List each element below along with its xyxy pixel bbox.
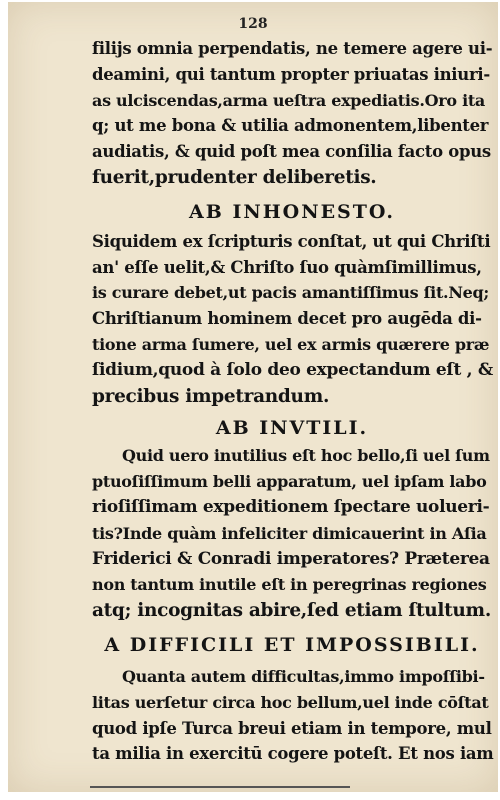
text-line: filijs omnia perpendatis, ne temere agere ui- [92,39,493,58]
text-line: as ulciscendas,arma ueſtra expediatis.Oro ita [92,90,486,110]
section-heading-inhonesto: AB INHONESTO. [189,200,395,223]
text-line: ta milia in exercitū cogere poteſt. Et nos iam [92,744,494,764]
paragraph-2 [92,229,492,410]
text-line: Siquidem ex ſcripturis conſtat, ut qui Chriſti [92,231,491,251]
text-line: non tantum inutile eſt in peregrinas regiones [92,575,487,595]
text-line: precibus impetrandum. [92,385,330,407]
text-line: Chriſtianum hominem decet pro augēda di- [92,309,482,329]
text-line: tione arma ſumere, uel ex armis quærere præ [92,334,490,354]
text-line: ptuoſiſſimum belli apparatum, uel ipſam labo [92,472,487,492]
text-line: Quid uero inutilius eſt hoc bello,ſi uel ſum [122,446,490,466]
text-line: an' eſſe uelit,& Chriſto ſuo quàmſimillimus, [92,257,482,277]
text-line: Friderici & Conradi imperatores? Præterea [92,548,490,569]
page-number: 128 [238,16,268,32]
bottom-rule [90,786,350,788]
section-heading-difficili: A DIFFICILI ET IMPOSSIBILI. [104,633,480,656]
text-line: litas uerſetur circa hoc bellum,uel inde cōſtat [92,692,489,712]
text-line: Quanta autem difficultas,immo impoſſibi- [122,666,485,686]
section-heading-inutili: AB INVTILI. [215,417,369,440]
book-page [8,2,498,792]
text-line: is curare debet,ut pacis amantiſſimus ſit.Neq; [92,283,490,303]
text-line: atq; incognitas abire,ſed etiam ſtultum. [92,600,491,622]
text-line: fuerit,prudenter deliberetis. [92,166,377,188]
paragraph-4 [92,664,492,767]
text-line: deamini, qui tantum propter priuatas iniuri- [92,64,490,84]
text-line: rioſiſſimam expeditionem ſpectare uolueri- [92,496,490,517]
text-line: tis?Inde quàm infeliciter dimicauerint in Aſia [92,523,487,543]
body-text [92,36,492,767]
paragraph-3 [92,443,492,624]
text-line: q; ut me bona & utilia admonentem,libenter [92,116,489,136]
text-line: quod ipſe Turca breui etiam in tempore, mul [92,718,492,738]
text-line: ſidium,quod à ſolo deo expectandum eſt , & [92,359,493,380]
text-line: audiatis, & quid poſt mea conſilia facto opus [92,142,491,162]
paragraph-1 [92,36,492,191]
